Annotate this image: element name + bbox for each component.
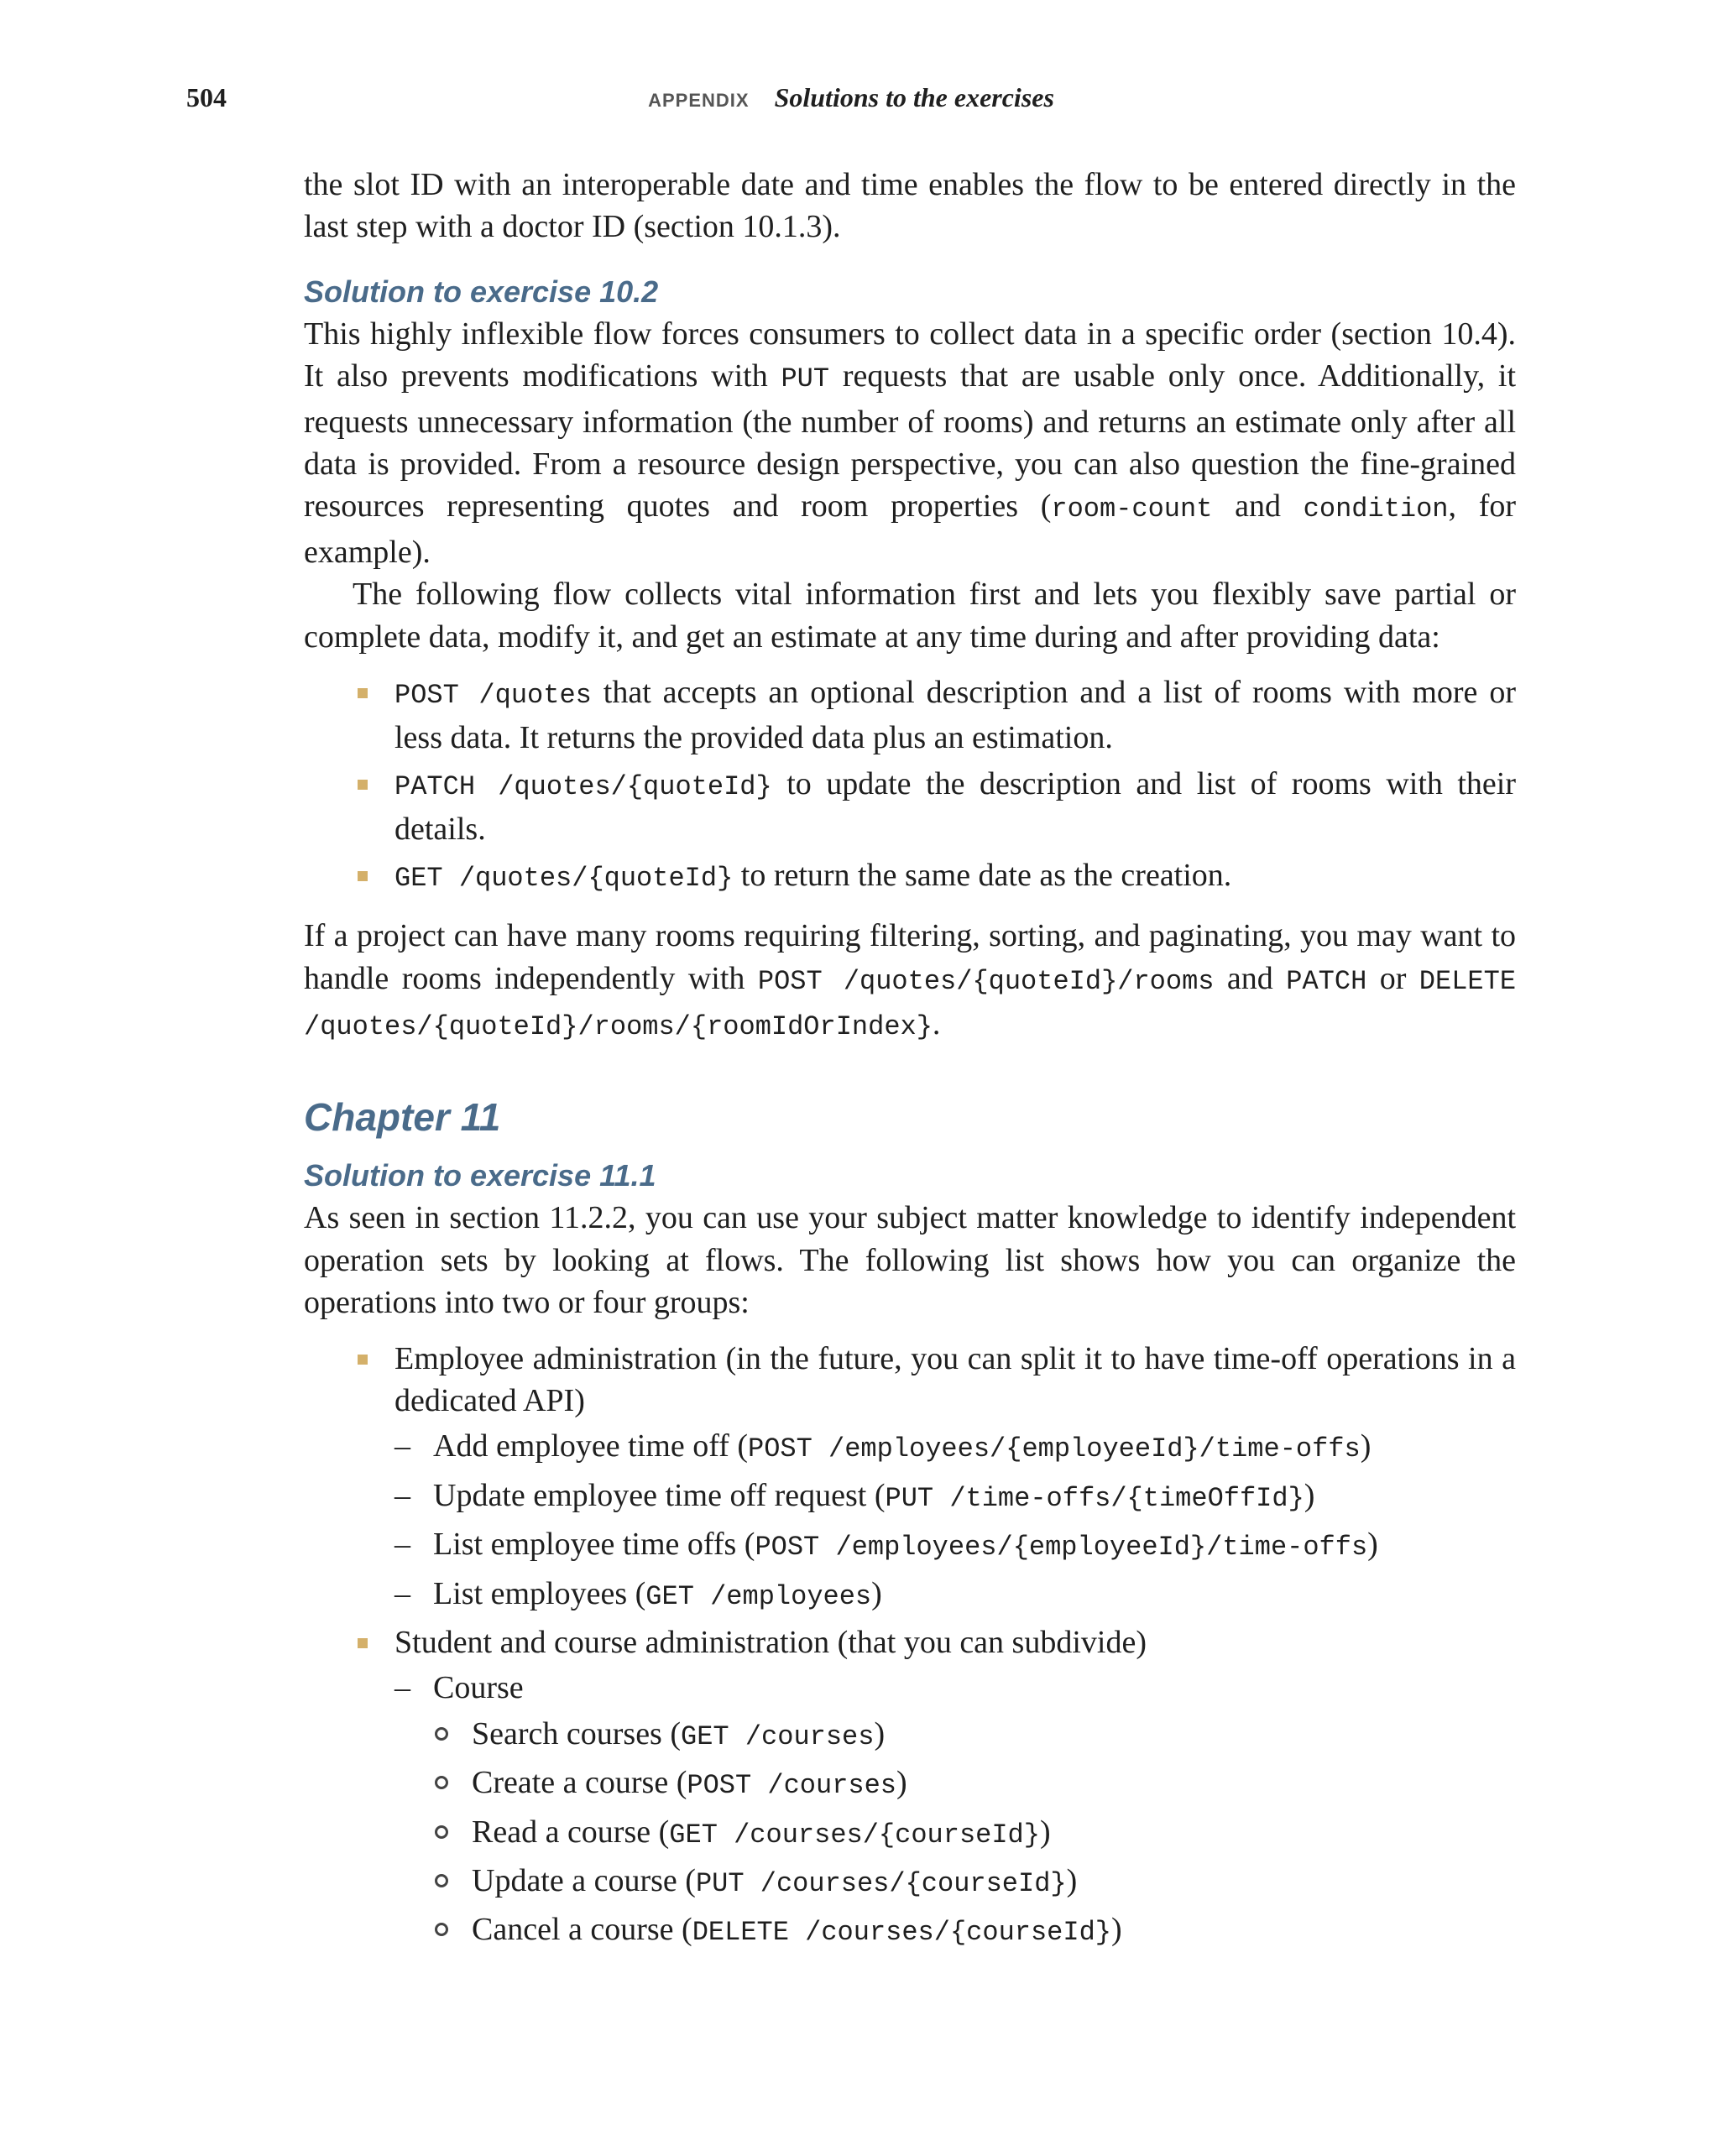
list-item: Update a course (PUT /courses/{courseId}) [472,1860,1516,1905]
list-item: – Add employee time off (POST /employees/{employeeId}/time-offs) [433,1425,1516,1470]
exercise-11-1-heading: Solution to exercise 11.1 [304,1158,656,1193]
inline-code: GET /quotes/{quoteId} [394,862,734,894]
inline-code: GET /courses/{courseId} [669,1819,1040,1851]
page-number: 504 [186,82,227,112]
operation-groups-list [304,1338,1516,1955]
course-operations-list [433,1713,1516,1955]
exercise-11-1-paragraph-1: As seen in section 11.2.2, you can use your subject matter knowledge to identify independent operation sets by looking at flows. The following list shows how you can organize the operations into two or four groups: [304,1200,1516,1321]
inline-code: PUT /courses/{courseId} [695,1868,1067,1899]
list-item: GET /quotes/{quoteId} to return the same date as the creation. [394,854,1516,900]
list-item: – Update employee time off request (PUT /time-offs/{timeOffId}) [433,1475,1516,1520]
inline-code: POST /courses [687,1770,896,1802]
inline-code: condition [1303,493,1449,525]
inline-code: GET /courses [681,1720,875,1752]
inline-code: GET /employees [645,1580,872,1612]
list-item: POST /quotes that accepts an optional description and a list of rooms with more or less data. It returns the provided data plus an estimation. [394,671,1516,760]
chapter-11-heading: Chapter 11 [304,1095,501,1140]
inline-code: POST /quotes [394,680,592,712]
running-head [186,82,1516,113]
inline-code: PUT /time-offs/{timeOffId} [885,1482,1304,1514]
list-item: PATCH /quotes/{quoteId} to update the description and list of rooms with their details. [394,763,1516,851]
exercise-10-2-paragraph-2: The following flow collects vital information first and lets you flexibly save partial or complete data, modify it, and get an estimate at any time during and after providing data: [304,577,1516,655]
employee-operations-list [394,1425,1516,1618]
list-item-course: – Course Search courses (GET /courses) Create a course (POST /courses) Read a course (GET /courses/{courseId}) Update a course (PUT /courses/{courseId}) Cancel a course (DELETE /courses/{courseId}) [433,1667,1516,1954]
inline-code: PUT [781,363,830,395]
student-course-list [394,1667,1516,1954]
inline-code: DELETE /quotes/{quoteId}/rooms/{roomIdOrIndex} [304,965,1517,1042]
list-item: Create a course (POST /courses) [472,1762,1516,1807]
inline-code: POST /quotes/{quoteId}/rooms [757,965,1215,997]
running-header [186,82,1516,124]
list-item-student-course-administration: Student and course administration (that you can subdivide) – Course Search courses (GET /courses) Create a course (POST /courses) Read a course (GET /courses/{courseId}) Update a course (PUT /courses/{courseId}) Cancel a course (DELETE /courses/{courseId}) [394,1621,1516,1955]
inline-code: PATCH [1286,965,1367,997]
list-item: Read a course (GET /courses/{courseId}) [472,1811,1516,1856]
exercise-10-2-paragraph-1: This highly inflexible flow forces consumers to collect data in a specific order (section 10.4). It also prevents modifications with PUT requests that are usable only once. Additionally, it requests unnecessary information (the number of rooms) and returns an estimate only after all data is provided. From a resource design perspective, you can also question the fine-grained resources representing quotes and room properties (room-count and condition, for example). [304,316,1517,570]
inline-code: POST /employees/{employeeId}/time-offs [747,1433,1361,1465]
list-item-employee-administration: Employee administration (in the future, you can split it to have time-off operations in a dedicated API) – Add employee time off (POST /employees/{employeeId}/time-offs) – Update employee time off request (PUT /time-offs/{timeOffId}) – List employee time offs (POST /employees/{employeeId}/time-offs) – List employees (GET /employees) [394,1338,1516,1618]
inline-code: room-count [1051,493,1213,525]
inline-code: PATCH /quotes/{quoteId} [394,770,772,802]
appendix-label: APPENDIX [648,90,750,111]
list-item: Search courses (GET /courses) [472,1713,1516,1758]
exercise-10-2-paragraph-3: If a project can have many rooms requiring filtering, sorting, and paginating, you may want to handle rooms independently with POST /quotes/{quoteId}/rooms and PATCH or DELETE /quotes/{quoteId}/rooms/{roomIdOrIndex}. [304,918,1517,1042]
intro-paragraph: the slot ID with an interoperable date and time enables the flow to be entered directly in the last step with a doctor ID (section 10.1.3). [304,167,1516,245]
exercise-10-2-heading: Solution to exercise 10.2 [304,274,659,309]
inline-code: DELETE /courses/{courseId} [692,1917,1111,1949]
inline-code: POST /employees/{employeeId}/time-offs [755,1532,1368,1563]
page-body [304,164,1516,1958]
list-item: – List employee time offs (POST /employees/{employeeId}/time-offs) [433,1523,1516,1569]
running-title: Solutions to the exercises [774,82,1054,112]
flow-bullet-list [304,671,1516,900]
list-item: Cancel a course (DELETE /courses/{courseId}) [472,1908,1516,1954]
list-item: – List employees (GET /employees) [433,1573,1516,1618]
